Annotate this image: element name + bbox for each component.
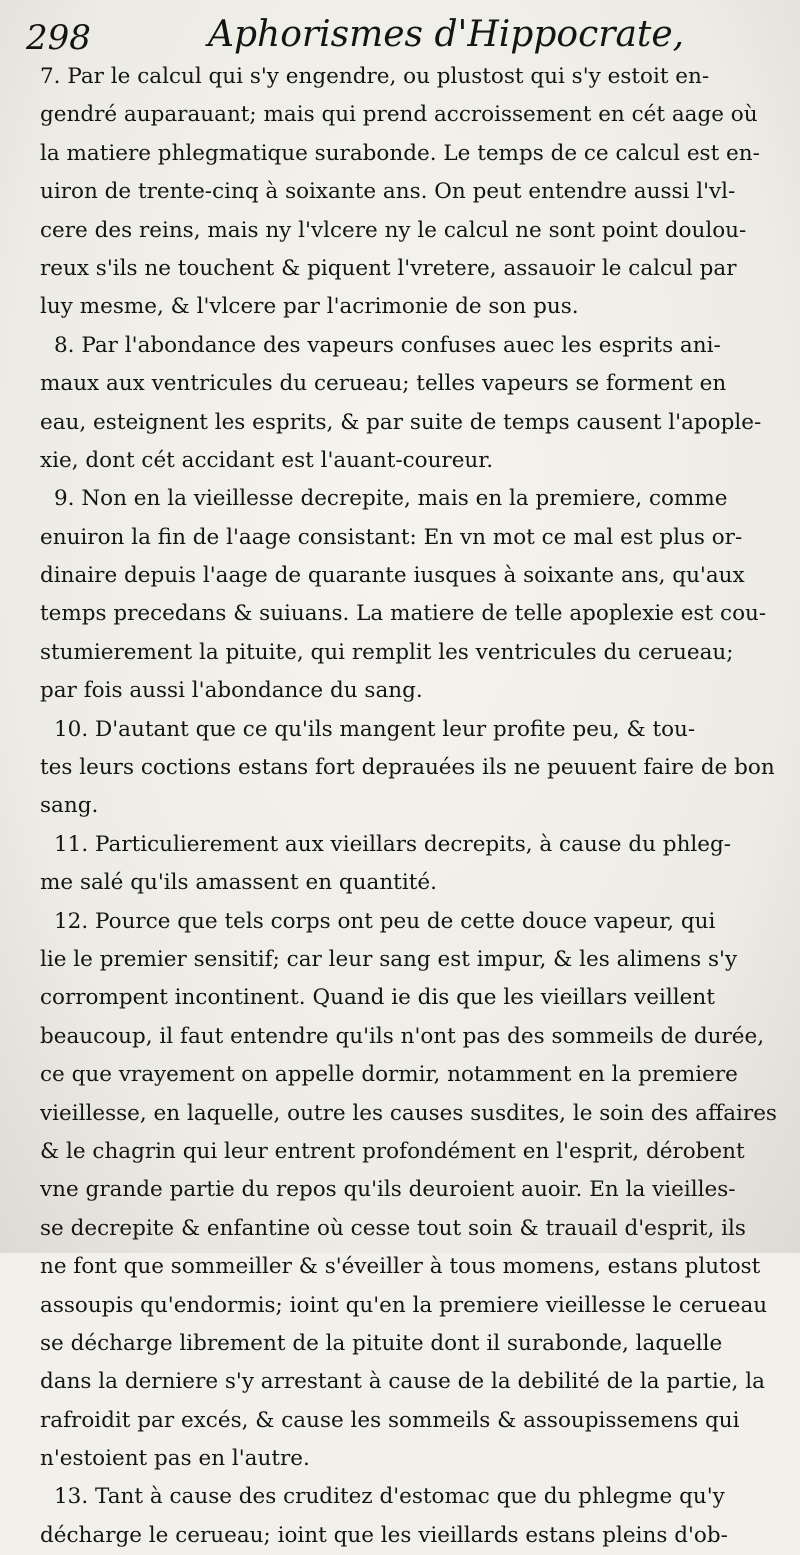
text-line: me salé qu'ils amassent en quantité. xyxy=(40,870,437,896)
text-line: sang. xyxy=(40,793,99,819)
text-line: temps precedans & suiuans. La matiere de telle apoplexie est cou- xyxy=(40,601,767,627)
text-line: par fois aussi l'abondance du sang. xyxy=(40,678,423,704)
text-line: lie le premier sensitif; car leur sang est impur, & les alimens s'y xyxy=(40,946,738,972)
text-line: cere des reins, mais ny l'vlcere ny le calcul ne sont point doulou- xyxy=(40,217,747,243)
text-line: xie, dont cét accidant est l'auant-coureur. xyxy=(40,447,494,473)
text-line: n'estoient pas en l'autre. xyxy=(40,1446,310,1472)
text-line: décharge le cerueau; ioint que les vieillards estans pleins d'ob- xyxy=(40,1522,728,1548)
text-line: 11. Particulierement aux vieillars decrepits, à cause du phleg- xyxy=(54,831,732,857)
text-line: rafroidit par excés, & cause les sommeils & assoupissemens qui xyxy=(40,1407,740,1433)
text-line: se decrepite & enfantine où cesse tout soin & trauail d'esprit, ils xyxy=(40,1215,746,1241)
page-header xyxy=(26,8,786,58)
text-line: vne grande partie du repos qu'ils deuroient auoir. En la vieilles- xyxy=(40,1177,736,1203)
text-line: 12. Pource que tels corps ont peu de cette douce vapeur, qui xyxy=(54,908,716,934)
text-line: dinaire depuis l'aage de quarante iusques à soixante ans, qu'aux xyxy=(40,563,745,589)
text-line: enuiron la fin de l'aage consistant: En vn mot ce mal est plus or- xyxy=(40,524,743,550)
text-line: la matiere phlegmatique surabonde. Le temps de ce calcul est en- xyxy=(40,140,760,166)
text-line: gendré auparauant; mais qui prend accroissement en cét aage où xyxy=(40,102,758,128)
text-line: corrompent incontinent. Quand ie dis que les vieillars veillent xyxy=(40,985,715,1011)
text-line: 8. Par l'abondance des vapeurs confuses auec les esprits ani- xyxy=(54,332,721,358)
text-line: se décharge librement de la pituite dont il surabonde, laquelle xyxy=(40,1330,723,1356)
text-line: assoupis qu'endormis; ioint qu'en la premiere vieillesse le cerueau xyxy=(40,1292,768,1318)
text-line: tes leurs coctions estans fort deprauées ils ne peuuent faire de bon xyxy=(40,755,775,781)
text-line: ce que vrayement on appelle dormir, notamment en la premiere xyxy=(40,1062,738,1088)
text-line: dans la derniere s'y arrestant à cause de la debilité de la partie, la xyxy=(40,1369,765,1395)
text-line: beaucoup, il faut entendre qu'ils n'ont pas des sommeils de durée, xyxy=(40,1023,765,1049)
text-line: 9. Non en la vieillesse decrepite, mais en la premiere, comme xyxy=(54,486,728,512)
text-line: 10. D'autant que ce qu'ils mangent leur profite peu, & tou- xyxy=(54,716,696,742)
text-line: vieillesse, en laquelle, outre les causes susdites, le soin des affaires xyxy=(40,1100,777,1126)
text-line: luy mesme, & l'vlcere par l'acrimonie de son pus. xyxy=(40,294,579,320)
running-title: Aphorismes d'Hippocrate, xyxy=(208,14,685,55)
text-line: 13. Tant à cause des cruditez d'estomac que du phlegme qu'y xyxy=(54,1484,725,1510)
page-number: 298 xyxy=(26,18,91,58)
text-line: uiron de trente-cinq à soixante ans. On peut entendre aussi l'vl- xyxy=(40,179,736,205)
body-text xyxy=(40,58,785,1555)
text-line: & le chagrin qui leur entrent profondément en l'esprit, dérobent xyxy=(40,1138,745,1164)
text-line: reux s'ils ne touchent & piquent l'vretere, assauoir le calcul par xyxy=(40,255,737,281)
text-line: eau, esteignent les esprits, & par suite de temps causent l'apople- xyxy=(40,409,762,435)
text-line: stumierement la pituite, qui remplit les ventricules du cerueau; xyxy=(40,639,734,665)
text-line: ne font que sommeiller & s'éveiller à tous momens, estans plutost xyxy=(40,1254,761,1280)
text-line: 7. Par le calcul qui s'y engendre, ou plustost qui s'y estoit en- xyxy=(40,64,710,89)
text-line: maux aux ventricules du cerueau; telles vapeurs se forment en xyxy=(40,371,727,397)
